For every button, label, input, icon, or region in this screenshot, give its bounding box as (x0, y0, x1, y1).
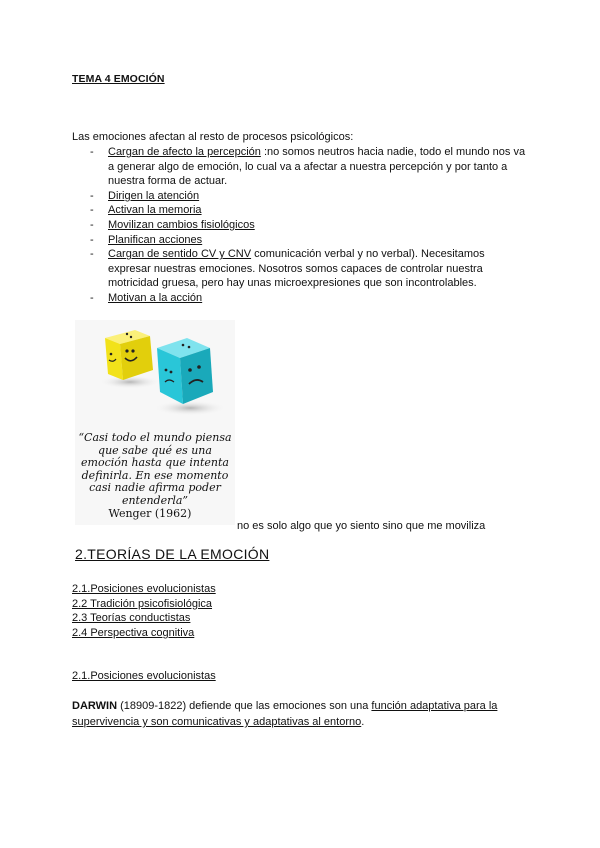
quote-line: emoción hasta que intenta (81, 456, 229, 469)
dash: - (90, 204, 94, 217)
dash: - (90, 189, 94, 202)
dash: - (90, 248, 94, 261)
quote-line: “Casi todo el mundo piensa (78, 431, 232, 444)
bullet-underlined: Activan la memoria (108, 204, 202, 217)
bullet-underlined: Cargan de afecto la percepción (108, 146, 261, 158)
list-item (90, 145, 530, 189)
list-item (90, 203, 530, 218)
quote-line: entenderla” (121, 493, 189, 507)
toc-item: 2.1.Posiciones evolucionistas (72, 583, 216, 595)
image-caption: no es solo algo que yo siento sino que me moviliza (237, 520, 486, 532)
bullet-underlined: Motivan a la acción (108, 291, 203, 304)
page-title: TEMA 4 EMOCIÓN (72, 73, 165, 85)
toc-item: 2.4 Perspectiva cognitiva (72, 626, 195, 639)
quote-line: que sabe qué es una (98, 443, 212, 457)
bullet-list (90, 145, 530, 306)
cyan-sad-cube (157, 338, 213, 404)
yellow-happy-cube (105, 330, 153, 380)
darwin-paragraph (72, 698, 532, 730)
darwin-end: . (361, 716, 365, 728)
quote-block (75, 432, 235, 507)
bullet-text: comunicación verbal y no verbal). Necesitamos expresar nuestras emociones. Nosotros somos capaces de controlar nuestra motricidad gruesa, pero hay unas microexpresiones que son incontrolables. (108, 248, 485, 290)
list-item (90, 218, 530, 233)
bullet-underlined: Cargan de sentido CV y CNV (108, 248, 252, 261)
toc-item: 2.2 Tradición psicofisiológica (72, 597, 213, 610)
bullet-text: :no somos neutros hacia nadie, todo el mundo nos va a generar algo de emoción, lo cual va a afectar a nuestra percepción y por tanto a nuestra forma de actuar. (108, 146, 526, 188)
bullet-underlined: Planifican acciones (108, 233, 203, 246)
subsection-heading: 2.1.Posiciones evolucionistas (72, 670, 216, 682)
emotion-cubes-image (75, 320, 235, 525)
toc-item: 2.3 Teorías conductistas (72, 612, 191, 625)
bullet-underlined: Movilizan cambios fisiológicos (108, 218, 255, 231)
darwin-underlined: función adaptativa para la supervivencia y son comunicativas y adaptativas al entorno (72, 700, 498, 728)
bullet-underlined: Dirigen la atención (108, 189, 200, 202)
quote-line: casi nadie afirma poder (89, 481, 221, 494)
dash: - (90, 146, 94, 158)
quote-author: Wenger (1962) (108, 507, 192, 520)
dash: - (90, 218, 94, 231)
cyan-cube-shadow (152, 400, 228, 416)
section-heading: 2.TEORÍAS DE LA EMOCIÓN (75, 546, 270, 562)
dash: - (90, 291, 94, 304)
list-item (90, 233, 530, 248)
intro-text: Las emociones afectan al resto de procesos psicológicos: (72, 131, 354, 143)
darwin-name: DARWIN (72, 700, 118, 712)
table-of-contents (72, 582, 216, 640)
list-item (90, 247, 530, 291)
list-item (90, 189, 530, 204)
quote-line: definirla. En ese momento (81, 468, 229, 482)
darwin-text: (18909-1822) defiende que las emociones son una (117, 700, 372, 712)
dash: - (90, 233, 94, 246)
list-item (90, 291, 530, 306)
